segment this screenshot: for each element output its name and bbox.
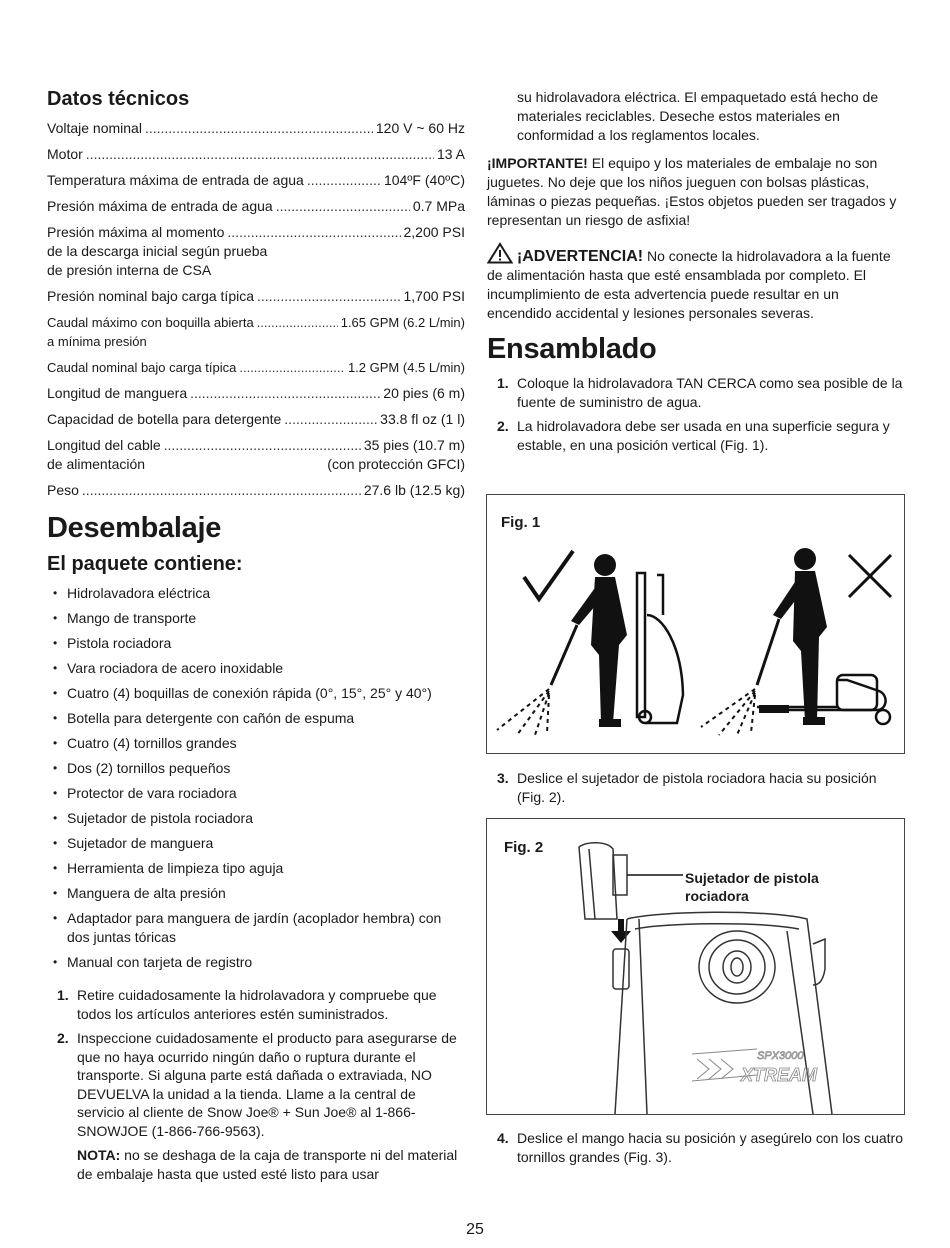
package-item: • Cuatro (4) tornillos grandes (47, 734, 465, 753)
fig1-illustration (487, 495, 904, 753)
step-3-list (487, 769, 905, 806)
numbered-step (487, 374, 905, 411)
spec-item (47, 223, 465, 280)
figure-2 (486, 818, 905, 1115)
package-item: • Mango de transporte (47, 609, 465, 628)
step-number: 1. (57, 987, 69, 1003)
spec-label: Peso (47, 482, 79, 498)
spec-value: 33.8 fl oz (1 l) (380, 411, 465, 427)
package-item: • Hidrolavadora eléctrica (47, 584, 465, 603)
package-item: • Pistola rociadora (47, 634, 465, 653)
fig2-illustration (487, 819, 904, 1114)
step-3-container (487, 769, 905, 812)
spec-item (47, 171, 465, 190)
spec-item (47, 481, 465, 500)
spec-leader (307, 171, 381, 190)
step-3-text: Deslice el sujetador de pistola rociadora hacia su posición (Fig. 2). (517, 770, 877, 805)
desembalaje-steps (47, 986, 465, 1140)
down-arrow-icon (611, 919, 631, 943)
spec-value: 2,200 PSI (403, 224, 465, 240)
fig2-callout-line1: Sujetador de pistola (685, 870, 819, 886)
spec-label-continued: a mínima presión (47, 334, 147, 349)
spec-label: Presión máxima de entrada de agua (47, 198, 273, 214)
spec-label: Caudal máximo con boquilla abierta (47, 315, 254, 330)
spec-leader (190, 384, 380, 403)
spec-value: 27.6 lb (12.5 kg) (363, 482, 465, 498)
left-column (47, 88, 465, 1184)
spec-leader (164, 436, 361, 455)
spec-item (47, 287, 465, 306)
advertencia-label: ¡ADVERTENCIA! (516, 248, 644, 265)
spec-value: 1.65 GPM (6.2 L/min) (340, 315, 465, 330)
importante-paragraph (487, 154, 905, 230)
spec-item (47, 145, 465, 164)
numbered-step (47, 1029, 465, 1140)
spec-item (47, 119, 465, 138)
package-item: • Herramienta de limpieza tipo aguja (47, 859, 465, 878)
spec-value: 1.2 GPM (4.5 L/min) (347, 360, 465, 375)
package-item: • Sujetador de manguera (47, 834, 465, 853)
spec-leader (284, 410, 377, 429)
spec-label: Motor (47, 146, 83, 162)
spec-value: 120 V ~ 60 Hz (375, 120, 465, 136)
figure-1 (486, 494, 905, 754)
spec-leader (276, 197, 410, 216)
ensamblado-steps (487, 374, 905, 454)
package-item: • Cuatro (4) boquillas de conexión rápida (0°, 15°, 25° y 40°) (47, 684, 465, 703)
spec-leader (257, 313, 338, 332)
warning-triangle-icon (487, 242, 513, 264)
spec-leader (145, 119, 373, 138)
numbered-step (47, 986, 465, 1023)
spec-label-continued: de alimentación (47, 456, 146, 472)
numbered-step (487, 417, 905, 454)
paquete-subtitle: El paquete contiene: (47, 553, 243, 575)
step-number: 2. (497, 418, 509, 434)
spec-leader (239, 358, 345, 377)
page-number: 25 (466, 1221, 484, 1238)
right-column (487, 88, 905, 460)
spec-leader (257, 287, 400, 306)
spec-item (47, 358, 465, 377)
nota-label: NOTA: (77, 1147, 121, 1163)
spec-label: Capacidad de botella para detergente (47, 411, 282, 427)
fig2-brand-model: SPX3000 (757, 1050, 804, 1062)
x-mark-icon (849, 555, 891, 597)
package-item: • Vara rociadora de acero inoxidable (47, 659, 465, 678)
package-item: • Sujetador de pistola rociadora (47, 809, 465, 828)
spec-leader (227, 223, 400, 242)
datos-title: Datos técnicos (47, 88, 190, 110)
step-text: Coloque la hidrolavadora TAN CERCA como sea posible de la fuente de suministro de agua. (517, 375, 903, 410)
fig1-label: Fig. 1 (501, 514, 541, 531)
spec-label: Presión nominal bajo carga típica (47, 288, 255, 304)
importante-text: El equipo y los materiales de embalaje no son juguetes. No deje que los niños jueguen con bolsas plásticas, láminas o piezas pequeñas. ¡Estos objetos pueden ser tragados y representan un riesgo de asfixia! (487, 155, 897, 228)
step-4 (487, 1129, 905, 1166)
package-item: • Manual con tarjeta de registro (47, 953, 465, 972)
spec-label: Longitud del cable (47, 437, 161, 453)
spec-label: Presión máxima al momento (47, 224, 225, 240)
fig2-brand-name: XTREAM (741, 1065, 817, 1085)
check-mark-icon (524, 551, 573, 599)
step-number: 2. (57, 1030, 69, 1046)
advertencia-text: No conecte la hidrolavadora a la fuente de alimentación hasta que esté ensamblada por completo. El incumplimiento de esta advertencia puede resultar en un encendido accidental y lesiones personales severas. (487, 248, 891, 321)
spec-leader (82, 481, 361, 500)
spec-value: 20 pies (6 m) (383, 385, 465, 401)
spec-value: 104ºF (40ºC) (383, 172, 465, 188)
step-4-container (487, 1129, 905, 1172)
spec-item (47, 313, 465, 351)
desembalaje-title: Desembalaje (47, 512, 222, 544)
spec-item (47, 436, 465, 474)
step-number: 1. (497, 375, 509, 391)
step-text: Inspeccione cuidadosamente el producto para asegurarse de que no haya ocurrido ningún daño o ruptura durante el transporte. Si alguna parte está dañada o extraviada, NO DEVUELVA la unidad a la tienda. Llame a la central de servicio al cliente de Snow Joe® + Sun Joe® al 1-866-SNOWJOE (1-866-766-9563). (77, 1030, 457, 1139)
spec-value: 0.7 MPa (412, 198, 465, 214)
step-3 (487, 769, 905, 806)
spec-label: Temperatura máxima de entrada de agua (47, 172, 304, 188)
spec-value: 13 A (436, 146, 465, 162)
spec-continued-row (47, 455, 465, 474)
spec-item (47, 197, 465, 216)
nota-text: no se deshaga de la caja de transporte ni del material de embalaje hasta que usted esté listo para usar (77, 1147, 458, 1182)
spec-value: 35 pies (10.7 m) (363, 437, 465, 453)
package-item: • Manguera de alta presión (47, 884, 465, 903)
spec-leader (86, 145, 434, 164)
step-3-number: 3. (497, 770, 509, 786)
continued-paragraph: su hidrolavadora eléctrica. El empaquetado está hecho de materiales reciclables. Deseche estos materiales en conformidad a los reglamentos locales. (517, 89, 879, 143)
spec-label: Voltaje nominal (47, 120, 142, 136)
package-item: • Adaptador para manguera de jardín (acoplador hembra) con dos juntas tóricas (47, 909, 465, 947)
package-item: • Dos (2) tornillos pequeños (47, 759, 465, 778)
package-items-list (47, 584, 465, 972)
fig2-callout-line2: rociadora (685, 888, 749, 904)
spec-item (47, 410, 465, 429)
package-item: • Protector de vara rociadora (47, 784, 465, 803)
step-4-text: Deslice el mango hacia su posición y asegúrelo con los cuatro tornillos grandes (Fig. 3). (517, 1130, 903, 1165)
ensamblado-title: Ensamblado (487, 333, 657, 365)
step-text: Retire cuidadosamente la hidrolavadora y compruebe que todos los artículos anteriores estén suministrados. (77, 987, 437, 1022)
step-4-number: 4. (497, 1130, 509, 1146)
specs-list (47, 119, 465, 500)
spec-value-continued: (con protección GFCI) (327, 456, 465, 472)
spec-label: Longitud de manguera (47, 385, 188, 401)
importante-label: ¡IMPORTANTE! (487, 155, 588, 171)
step-text: La hidrolavadora debe ser usada en una superficie segura y estable, en una posición vertical (Fig. 1). (517, 418, 890, 453)
step-4-list (487, 1129, 905, 1166)
advertencia-paragraph (487, 242, 905, 323)
spec-value: 1,700 PSI (403, 288, 465, 304)
fig2-label: Fig. 2 (504, 839, 544, 856)
nota-paragraph (47, 1146, 465, 1184)
spec-label: Caudal nominal bajo carga típica (47, 360, 237, 375)
spec-label-continued: de presión interna de CSA (47, 262, 212, 278)
spec-item (47, 384, 465, 403)
spec-label-continued: de la descarga inicial según prueba (47, 243, 268, 259)
package-item: • Botella para detergente con cañón de espuma (47, 709, 465, 728)
